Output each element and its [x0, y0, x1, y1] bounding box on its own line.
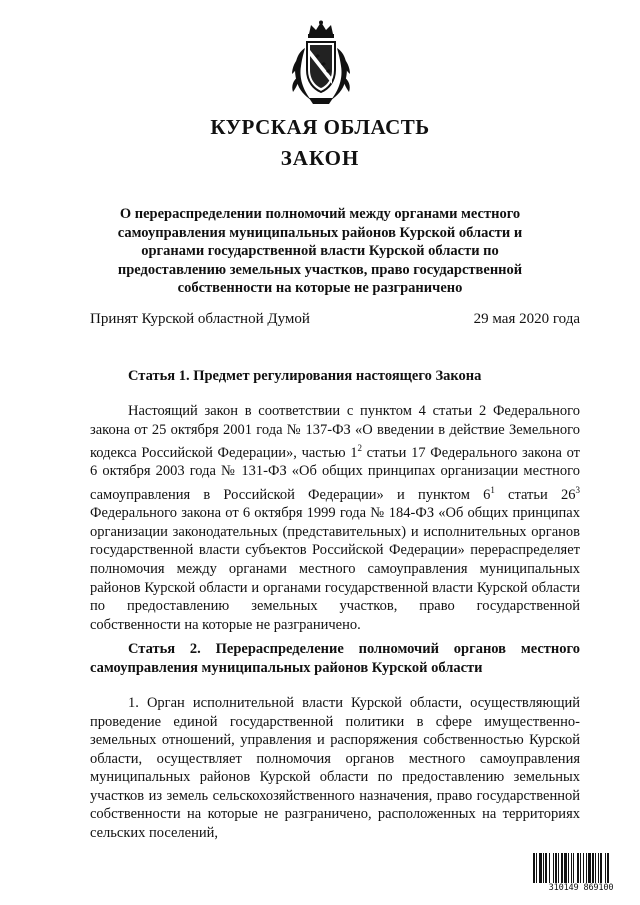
article-1-paragraph [90, 402, 580, 634]
article-1-text-c: статьи 26 [494, 486, 576, 503]
article-1-text-b: статьи 17 Федерального закона от 6 октября 2003 года № 131-ФЗ «Об общих принципах организации местного самоуправления в Российской Федерации» и пунктом 6 [90, 444, 580, 503]
article-2-paragraph-1: 1. Орган исполнительной власти Курской области, осуществляющий проведение единой государственной политики в сфере имущественно-земельных отношений, управления и распоряжения собственностью Курской области, осуществляет полномочия органов местного самоуправления муниципальных районов Курской области по предоставлению земельных участков из земель сельскохозяйственного назначения, право государственной собственности на которые не разграничено, расположенных на территориях сельских поселений, [90, 695, 580, 841]
adoption-date: 29 мая 2020 года [473, 311, 580, 327]
article-1-text-a: Настоящий закон в соответствии с пунктом 4 статьи 2 Федерального закона от 25 октября 2001 года № 137-ФЗ «О введении в действие Земельного кодекса Российской Федерации», частью 1 [90, 403, 580, 461]
article-1-text-d: Федерального закона от 6 октября 1999 года № 184-ФЗ «Об общих принципах организации законодательных (представительных) и исполнительных органов государственной власти субъектов Российской Федерации» перераспределяет полномочия между органами местного самоуправления муниципальных районов Курской области и органами государственной власти Курской области по предоставлению земельных участков, право государственной собственности на которые не разграничено. [90, 505, 580, 633]
superscript: 1 [490, 485, 495, 496]
superscript: 2 [357, 443, 362, 454]
superscript: 3 [575, 485, 580, 496]
barcode [533, 853, 629, 887]
adopting-body: Принят Курской областной Думой [90, 311, 310, 327]
region-heading: КУРСКАЯ ОБЛАСТЬ [210, 115, 430, 139]
document-type-heading: ЗАКОН [280, 146, 360, 170]
law-subject-title: О перераспределении полномочий между органами местного самоуправления муниципальных районов Курской области и органами государственной власти Курской области по предоставлению земельных участков, право государственной собственности на которые не разграничено [117, 206, 523, 297]
coat-of-arms-emblem [289, 20, 353, 106]
adoption-line [90, 311, 580, 328]
article-2-heading: Статья 2. Перераспределение полномочий органов местного самоуправления муниципальных районов Курской области [90, 641, 580, 676]
article-1-heading: Статья 1. Предмет регулирования настоящего Закона [128, 368, 482, 384]
barcode-number: 310149 869100 [548, 883, 614, 893]
